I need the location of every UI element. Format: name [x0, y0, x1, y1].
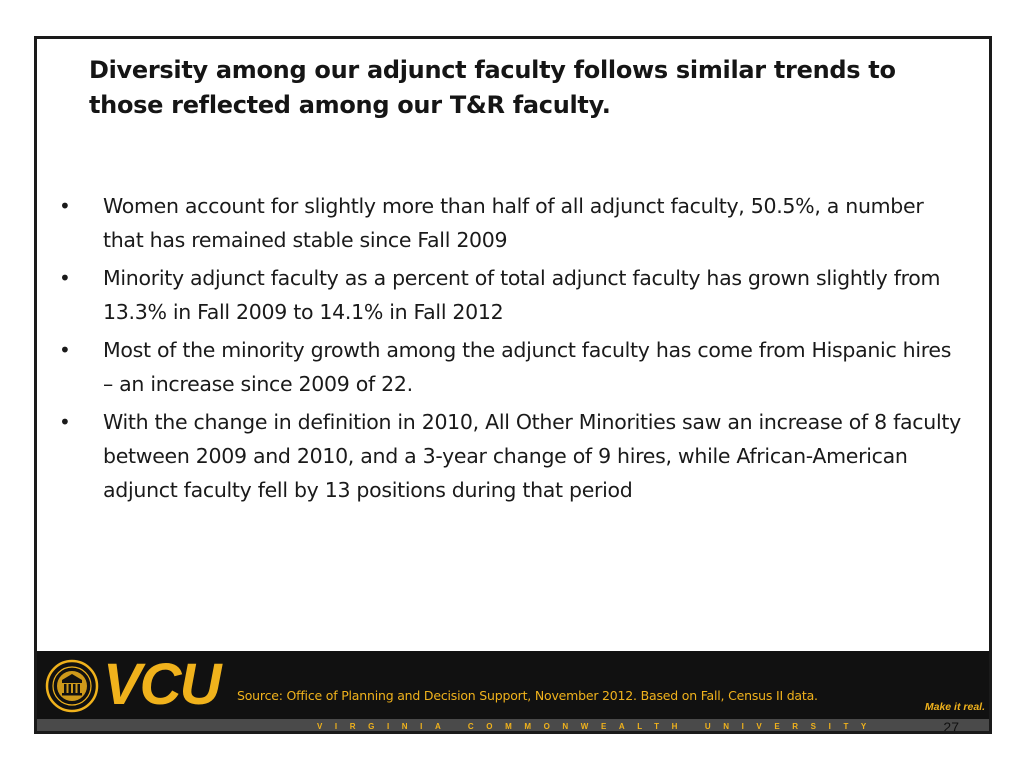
- bullet-item: [57, 261, 967, 329]
- tagline: Make it real.: [924, 701, 985, 713]
- bullet-text: With the change in definition in 2010, All Other Minorities saw an increase of 8 faculty between 2009 and 2010, and a 3-year change of 9 hires, while African-American adjunct faculty fell by 13 positions during that period: [103, 410, 961, 502]
- bullet-list: [57, 189, 967, 511]
- source-note: Source: Office of Planning and Decision Support, November 2012. Based on Fall, Census II data.: [237, 688, 818, 703]
- slide-title: Diversity among our adjunct faculty follows similar trends to those reflected among our T&R faculty.: [89, 56, 896, 119]
- vcu-logo: VCU: [103, 652, 220, 717]
- bullet-text: Minority adjunct faculty as a percent of total adjunct faculty has grown slightly from 13.3% in Fall 2009 to 14.1% in Fall 2012: [103, 266, 941, 324]
- bullet-text: Women account for slightly more than half of all adjunct faculty, 50.5%, a number that has remained stable since Fall 2009: [103, 194, 924, 252]
- bullet-icon: •: [59, 338, 71, 362]
- bullet-icon: •: [59, 410, 71, 434]
- slide-number: 27: [943, 719, 959, 734]
- bullet-icon: •: [59, 266, 71, 290]
- bullet-item: [57, 189, 967, 257]
- bullet-icon: •: [59, 194, 71, 218]
- slide-frame: [34, 36, 992, 734]
- bullet-item: [57, 405, 967, 507]
- bullet-item: [57, 333, 967, 401]
- bullet-text: Most of the minority growth among the adjunct faculty has come from Hispanic hires – an increase since 2009 of 22.: [103, 338, 952, 396]
- university-name: VIRGINIA COMMONWEALTH UNIVERSITY: [317, 722, 879, 731]
- university-seal-icon: [45, 659, 99, 713]
